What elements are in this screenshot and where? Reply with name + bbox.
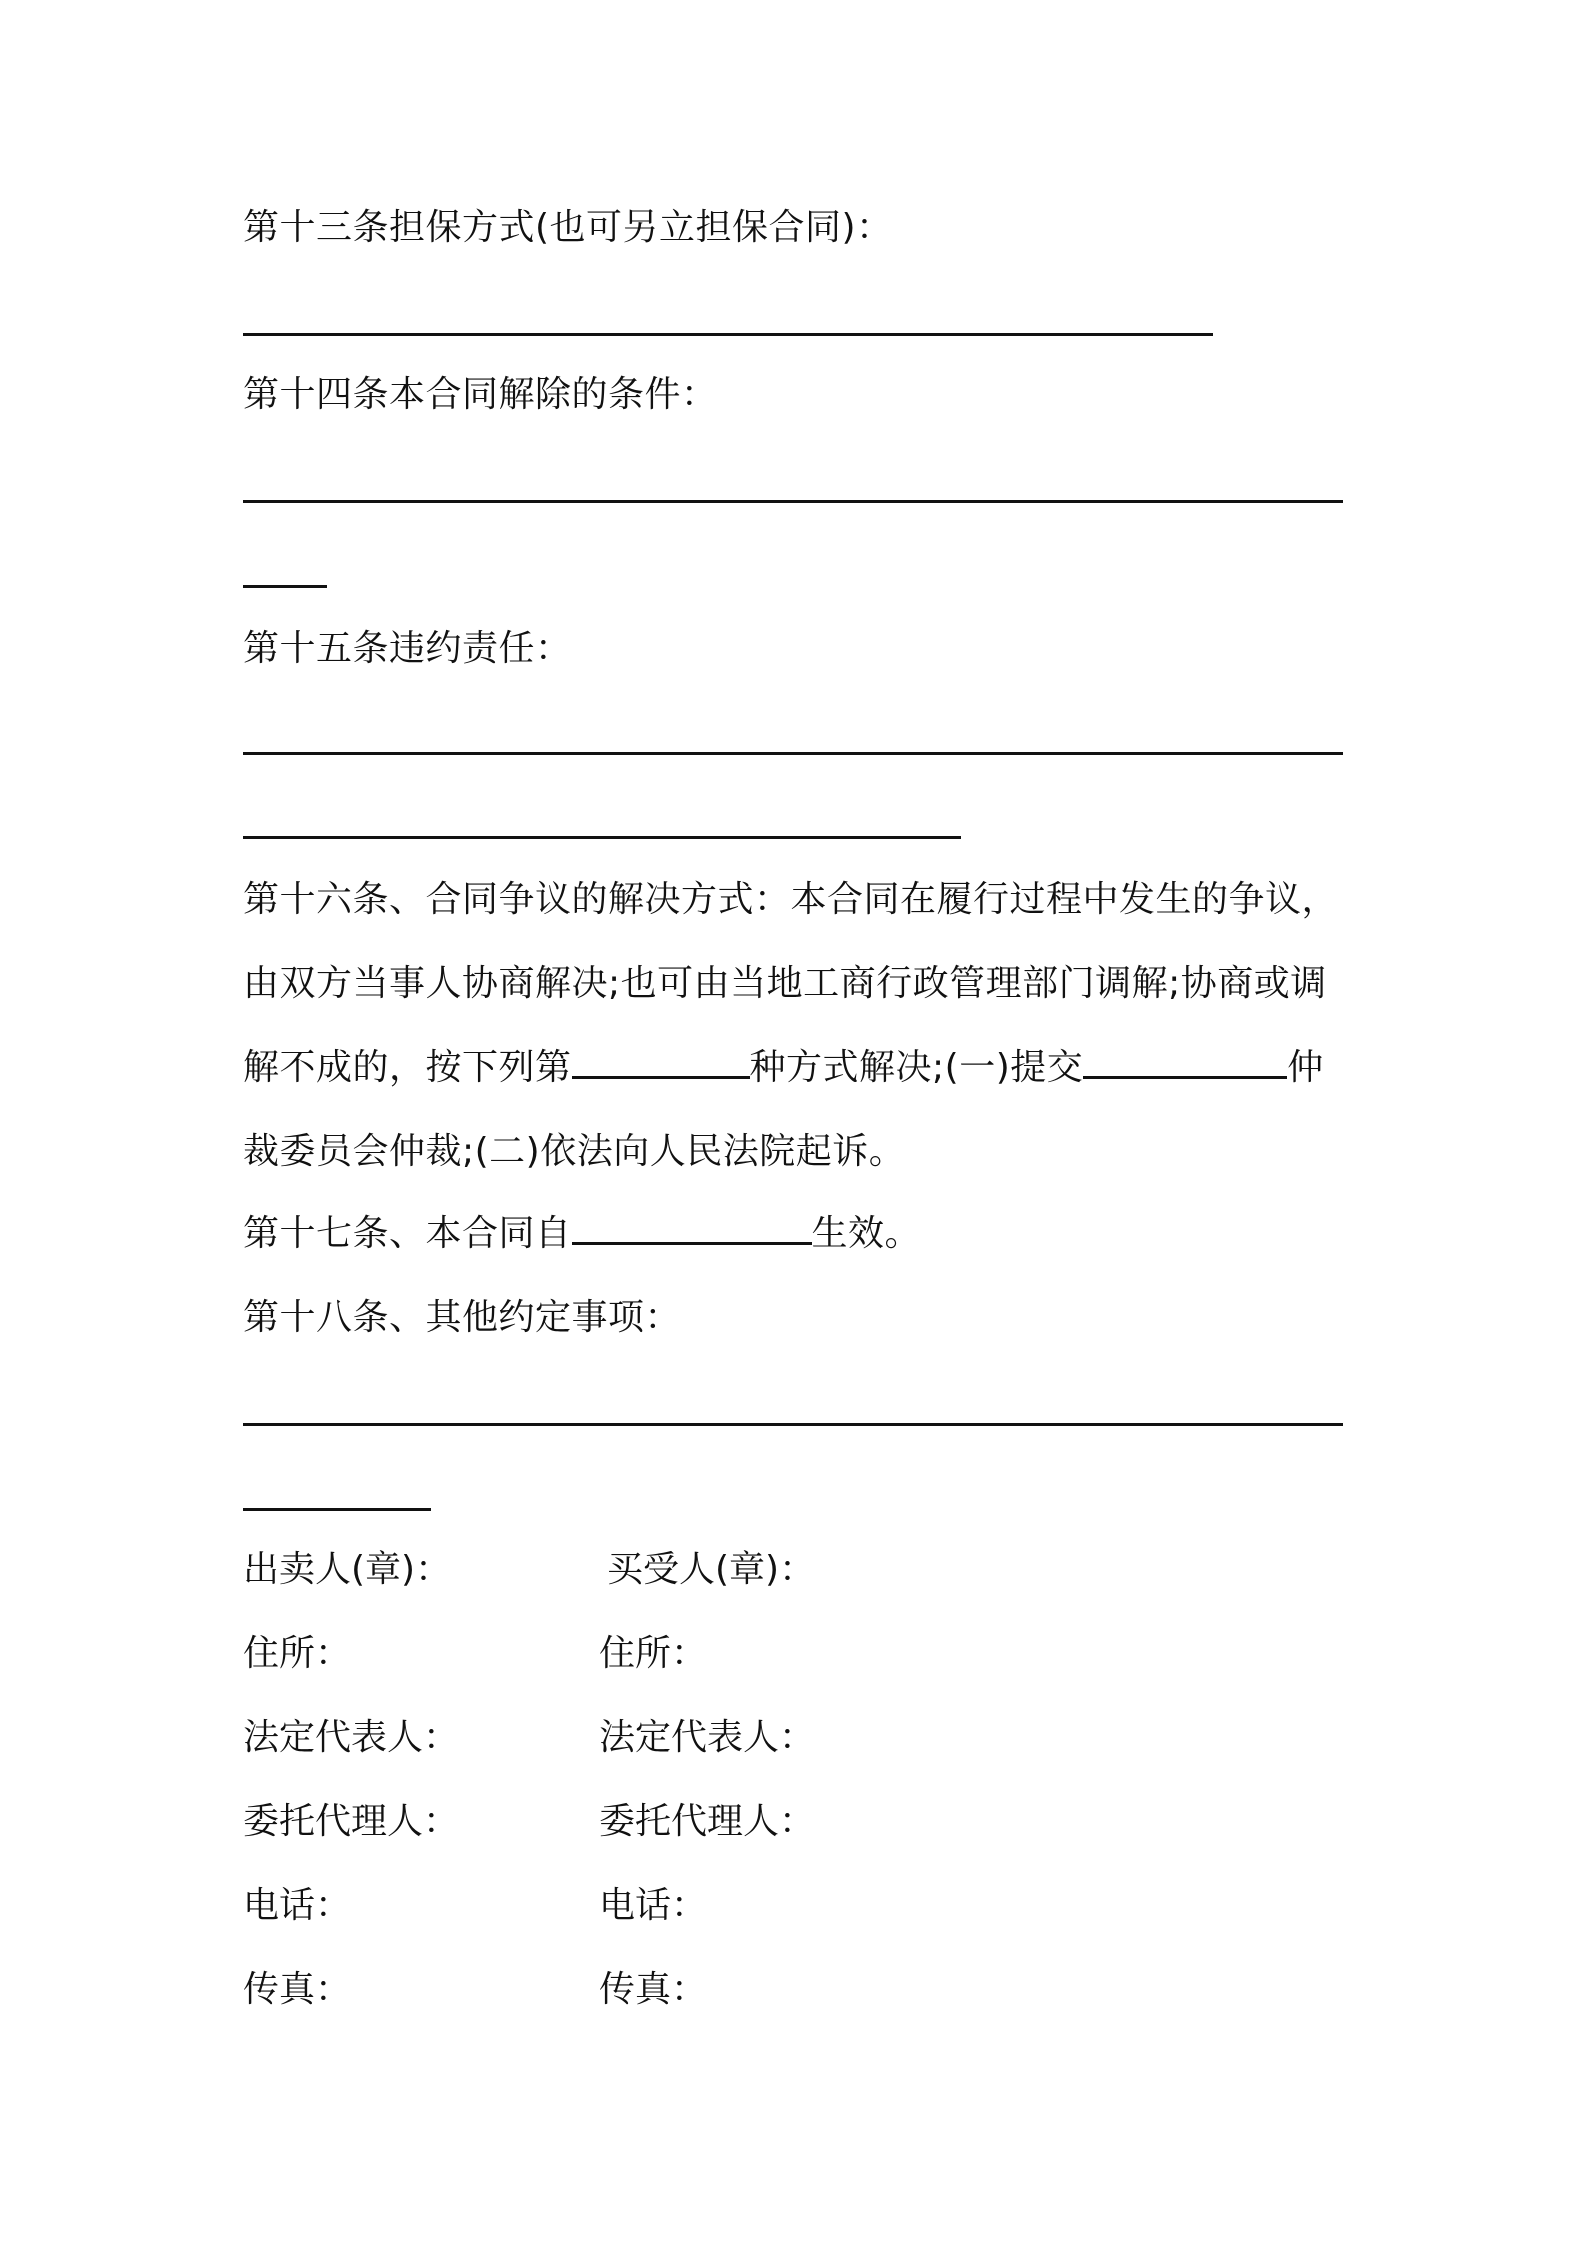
article-16-line-3 [243,1046,1324,1090]
article-14-title: 第十四条本合同解除的条件： [243,374,718,415]
article-16-line-1: 第十六条、合同争议的解决方式：本合同在履行过程中发生的争议， [243,879,1339,920]
seller-phone-label: 电话： [243,1885,352,1926]
article-16-line-2: 由双方当事人协商解决;也可由当地工商行政管理部门调解;协商或调 [243,963,1327,1004]
seller-fax-label: 传真： [243,1969,352,2010]
article-15-blank-line-1 [243,752,1343,755]
article-15-title: 第十五条违约责任： [243,628,572,669]
article-18-title: 第十八条、其他约定事项： [243,1297,682,1338]
buyer-agent-label: 委托代理人： [599,1801,816,1842]
seller-seal-label: 出卖人(章)： [243,1549,452,1590]
seller-address-label: 住所： [243,1633,352,1674]
article-17-part-a: 第十七条、本合同自 [243,1213,572,1254]
article-14-blank-line-1 [243,500,1343,503]
buyer-seal-label: 买受人(章)： [607,1549,816,1590]
dispute-method-blank [572,1046,750,1079]
article-16-line-3-part-a: 解不成的，按下列第 [243,1047,572,1088]
buyer-address-label: 住所： [599,1633,708,1674]
article-16-line-3-part-b: 种方式解决;(一)提交 [749,1047,1084,1088]
article-14-blank-line-2 [243,585,327,588]
buyer-fax-label: 传真： [599,1969,708,2010]
buyer-phone-label: 电话： [599,1885,708,1926]
article-16-line-3-part-c: 仲 [1287,1047,1324,1088]
article-18-blank-line-2 [243,1508,431,1511]
article-18-blank-line-1 [243,1423,1343,1426]
arbitration-committee-blank [1083,1046,1287,1079]
seller-legal-rep-label: 法定代表人： [243,1717,460,1758]
article-13-title: 第十三条担保方式(也可另立担保合同)： [243,207,893,248]
effective-date-blank [572,1212,812,1245]
seller-agent-label: 委托代理人： [243,1801,460,1842]
article-17-line [243,1212,921,1256]
buyer-legal-rep-label: 法定代表人： [599,1717,816,1758]
article-17-part-b: 生效。 [811,1213,922,1254]
article-13-blank-line [243,333,1213,336]
article-15-blank-line-2 [243,836,961,839]
article-16-line-4: 裁委员会仲裁;(二)依法向人民法院起诉。 [243,1131,906,1172]
